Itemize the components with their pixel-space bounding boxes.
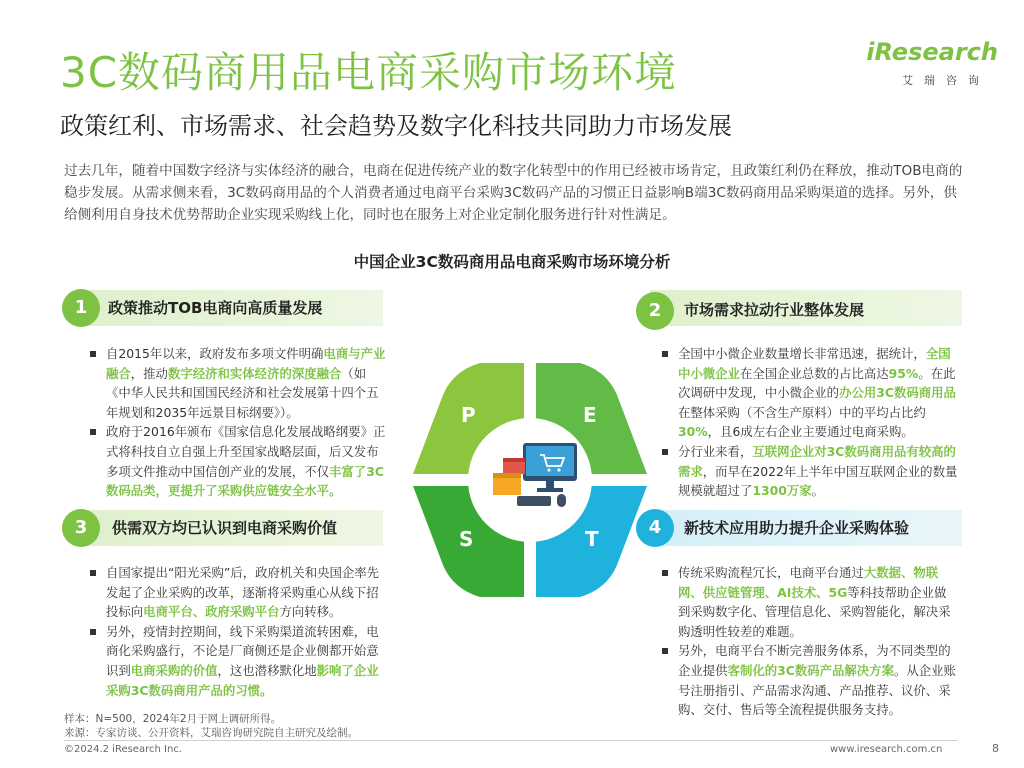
bullet-text: 自国家提出“阳光采购”后，政府机关和央国企率先发起了企业采购的改革，逐渐将采购重心从线下招投标向 — [106, 565, 380, 620]
section-2-number-badge: 2 — [636, 292, 674, 330]
page-number: 8 — [992, 742, 999, 755]
bullet-text: 方向转移。 — [279, 604, 342, 620]
highlight-text: 互联网企业对3C数码商用品有较高的需求 — [678, 443, 956, 479]
footnote — [64, 712, 358, 740]
section-2-bullet-list — [660, 344, 958, 501]
highlight-text: 办公用3C数码商用品 — [839, 385, 956, 401]
section-2-bullet-2 — [660, 442, 958, 501]
section-1-bullet-list — [88, 344, 390, 501]
section-3-bullet-2 — [88, 622, 390, 700]
section-4-bullet-2 — [660, 641, 958, 719]
bullet-text: 在全国企业总数的占比高达 — [739, 365, 889, 381]
section-2-title: 市场需求拉动行业整体发展 — [684, 301, 865, 319]
bullet-text: 另外，电商平台不断完善服务体系，为不同类型的企业提供 — [678, 643, 951, 678]
section-1-title: 政策推动TOB电商向高质量发展 — [108, 299, 323, 317]
logo-sub-text: 艾瑞咨询 — [902, 74, 990, 87]
page-subtitle: 政策红利、市场需求、社会趋势及数字化科技共同助力市场发展 — [60, 112, 732, 140]
bullet-text: 传统采购流程冗长，电商平台通过 — [678, 565, 864, 580]
highlight-text: 1300万家 — [752, 483, 812, 499]
page-title: 3C数码商用品电商采购市场环境 — [60, 48, 678, 97]
highlight-text: 电商平台、政府采购平台 — [143, 604, 280, 620]
highlight-text: 客制化的3C数码产品解决方案 — [727, 662, 894, 678]
pest-letter-p: P — [461, 403, 476, 427]
bullet-text: 分行业来看， — [678, 443, 753, 459]
footer-copyright: ©2024.2 iResearch Inc. — [64, 744, 182, 755]
bullet-text: 自2015年以来，政府发布多项文件明确 — [106, 346, 324, 361]
bullet-text: 全国中小微企业数量增长非常迅速，据统计， — [678, 346, 926, 361]
bullet-text: ，而早在2022年上半年中国互联网企业的数量规模就超过了 — [678, 463, 958, 499]
pest-letter-s: S — [459, 527, 474, 551]
highlight-text: 95% — [888, 365, 919, 381]
section-3-bullet-1 — [88, 563, 390, 622]
footnote-sample: 样本：N=500，2024年2月于网上调研所得。 — [64, 713, 282, 725]
section-1-bullet-2 — [88, 422, 390, 500]
bullet-text: 政府于2016年颁布《国家信息化发展战略纲要》正式将科技自立自强上升至国家战略层面，后又发布多项文件推动中国信创产业的发展，不仅 — [106, 424, 386, 479]
highlight-text: 电商采购的价值 — [130, 662, 218, 678]
bullet-text: 。在此次调研中发现，中小微企业的 — [678, 365, 956, 401]
bullet-text: （如《中华人民共和国国民经济和社会发展第十四个五年规划和2035年远景目标纲要》）。 — [106, 365, 379, 420]
intro-paragraph: 过去几年，随着中国数字经济与实体经济的融合，电商在促进传统产业的数字化转型中的作用已经被市场肯定，且政策红利仍在释放，推动TOB电商的稳步发展。从需求侧来看，3C数码商用品的个人消费者通过电商平台采购3C数码产品的习惯正日益影响B端3C数码商用品采购渠道的选择。另外，供给侧利用自身技术优势帮助企业实现采购线上化，同时也在服务上对企业定制化服务进行针对性满足。 — [64, 163, 963, 223]
section-4-bullet-1 — [660, 563, 958, 641]
highlight-text: 影响了企业采购3C数码商用产品的习惯。 — [106, 662, 379, 698]
section-4-number-badge: 4 — [636, 509, 674, 547]
logo-brand-text: iResearch — [866, 38, 998, 66]
pest-letter-t: T — [585, 527, 599, 551]
bullet-text: ，这也潜移默化地 — [217, 662, 317, 678]
section-4-bullet-list — [660, 563, 958, 720]
footnote-source: 来源：专家访谈、公开资料，艾瑞咨询研究院自主研究及绘制。 — [64, 727, 358, 739]
bullet-text: 另外，疫情封控期间，线下采购渠道流转困难，电商化采购盛行，不论是厂商侧还是企业侧都开始意识到 — [106, 623, 379, 678]
bullet-text: 等科技帮助企业做到采购数字化、管理信息化、采购智能化，解决采购透明性较差的难题。 — [678, 584, 951, 639]
section-3-number-badge: 3 — [62, 509, 100, 547]
highlight-text: 大数据、物联网、供应链管理、AI技术、5G — [678, 565, 939, 600]
section-2-bullet-1 — [660, 344, 958, 442]
bullet-text: 在整体采购（不含生产原料）中的平均占比约 — [678, 404, 926, 420]
bullet-text: ，且6成左右企业主要通过电商采购。 — [707, 424, 914, 440]
iresearch-logo — [848, 38, 998, 94]
pest-letter-e: E — [583, 403, 597, 427]
section-4-title: 新技术应用助力提升企业采购体验 — [684, 519, 910, 537]
bullet-text: 。从企业账号注册指引、产品需求沟通、产品推荐、议价、采购、交付、售后等全流程提供服务支持。 — [678, 662, 956, 718]
bullet-text: 。 — [811, 483, 825, 499]
highlight-text: 电商与产业融合 — [106, 346, 386, 381]
figure-title: 中国企业3C数码商用品电商采购市场环境分析 — [353, 253, 671, 271]
highlight-text: 数字经济和实体经济的深度融合 — [167, 365, 342, 381]
highlight-text: 全国中小微企业 — [678, 346, 951, 381]
section-1-bullet-1 — [88, 344, 390, 422]
bullet-text: ，推动 — [130, 365, 168, 381]
section-1-number-badge: 1 — [62, 289, 100, 327]
highlight-text: 30% — [678, 424, 708, 440]
pest-diagram — [405, 355, 655, 605]
section-3-bullet-list — [88, 563, 390, 700]
footer-url: www.iresearch.com.cn — [830, 744, 943, 755]
footer-divider — [64, 740, 958, 741]
section-3-title: 供需双方均已认识到电商采购价值 — [112, 519, 338, 537]
highlight-text: 丰富了3C数码品类，更提升了采购供应链安全水平。 — [106, 463, 384, 499]
